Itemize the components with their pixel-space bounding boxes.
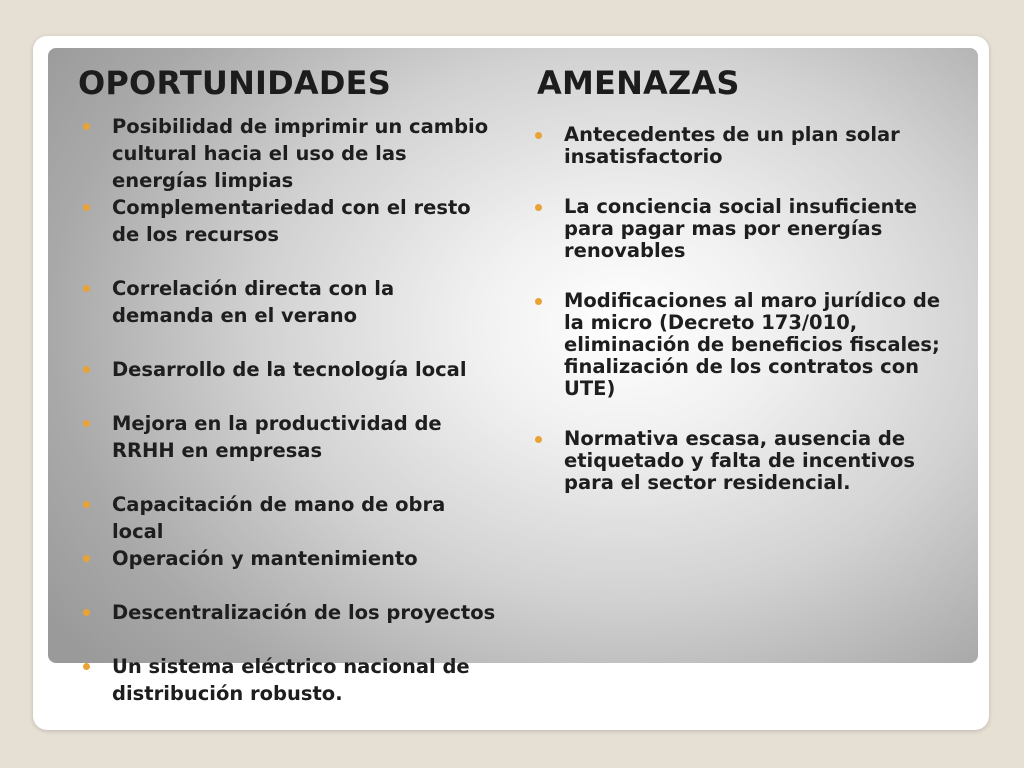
threats-heading: AMENAZAS	[537, 64, 740, 102]
list-item	[80, 653, 500, 707]
bullet-icon	[83, 420, 90, 427]
bullet-icon	[83, 555, 90, 562]
list-item	[80, 113, 500, 194]
opportunities-list	[80, 113, 500, 707]
opportunities-heading: OPORTUNIDADES	[78, 64, 391, 102]
bullet-icon	[83, 663, 90, 670]
list-item	[80, 275, 500, 329]
list-item-text: Posibilidad de imprimir un cambio cultural hacia el uso de las energías limpias	[112, 115, 489, 192]
list-item-text: Correlación directa con la demanda en el verano	[112, 277, 395, 327]
bullet-icon	[83, 285, 90, 292]
list-item	[80, 194, 500, 248]
bullet-icon	[535, 132, 542, 139]
list-item-text: Capacitación de mano de obra local	[112, 493, 446, 543]
list-item	[80, 599, 500, 626]
bullet-icon	[83, 204, 90, 211]
list-item-text: Descentralización de los proyectos	[112, 601, 496, 624]
list-item	[80, 545, 500, 572]
list-item-text: Mejora en la productividad de RRHH en empresas	[112, 412, 442, 462]
list-item	[532, 124, 952, 168]
list-item	[80, 356, 500, 383]
list-item-text: Modificaciones al maro jurídico de la micro (Decreto 173/010, eliminación de beneficios fiscales; finalización de los contratos con UTE)	[564, 289, 941, 400]
list-item-text: Antecedentes de un plan solar insatisfactorio	[564, 123, 900, 168]
bullet-icon	[535, 298, 542, 305]
list-item-text: Un sistema eléctrico nacional de distribución robusto.	[112, 655, 470, 705]
bullet-icon	[83, 366, 90, 373]
list-item	[532, 196, 952, 262]
threats-list	[532, 124, 952, 522]
bullet-icon	[535, 436, 542, 443]
list-item-text: Desarrollo de la tecnología local	[112, 358, 467, 381]
list-item	[532, 428, 952, 494]
list-item-text: Normativa escasa, ausencia de etiquetado y falta de incentivos para el sector residencial.	[564, 427, 915, 494]
bullet-icon	[83, 123, 90, 130]
bullet-icon	[535, 204, 542, 211]
list-item	[80, 491, 500, 545]
list-item	[80, 410, 500, 464]
bullet-icon	[83, 609, 90, 616]
list-item-text: Operación y mantenimiento	[112, 547, 418, 570]
bullet-icon	[83, 501, 90, 508]
list-item-text: La conciencia social insuficiente para pagar mas por energías renovables	[564, 195, 918, 262]
list-item-text: Complementariedad con el resto de los recursos	[112, 196, 471, 246]
list-item	[532, 290, 952, 400]
